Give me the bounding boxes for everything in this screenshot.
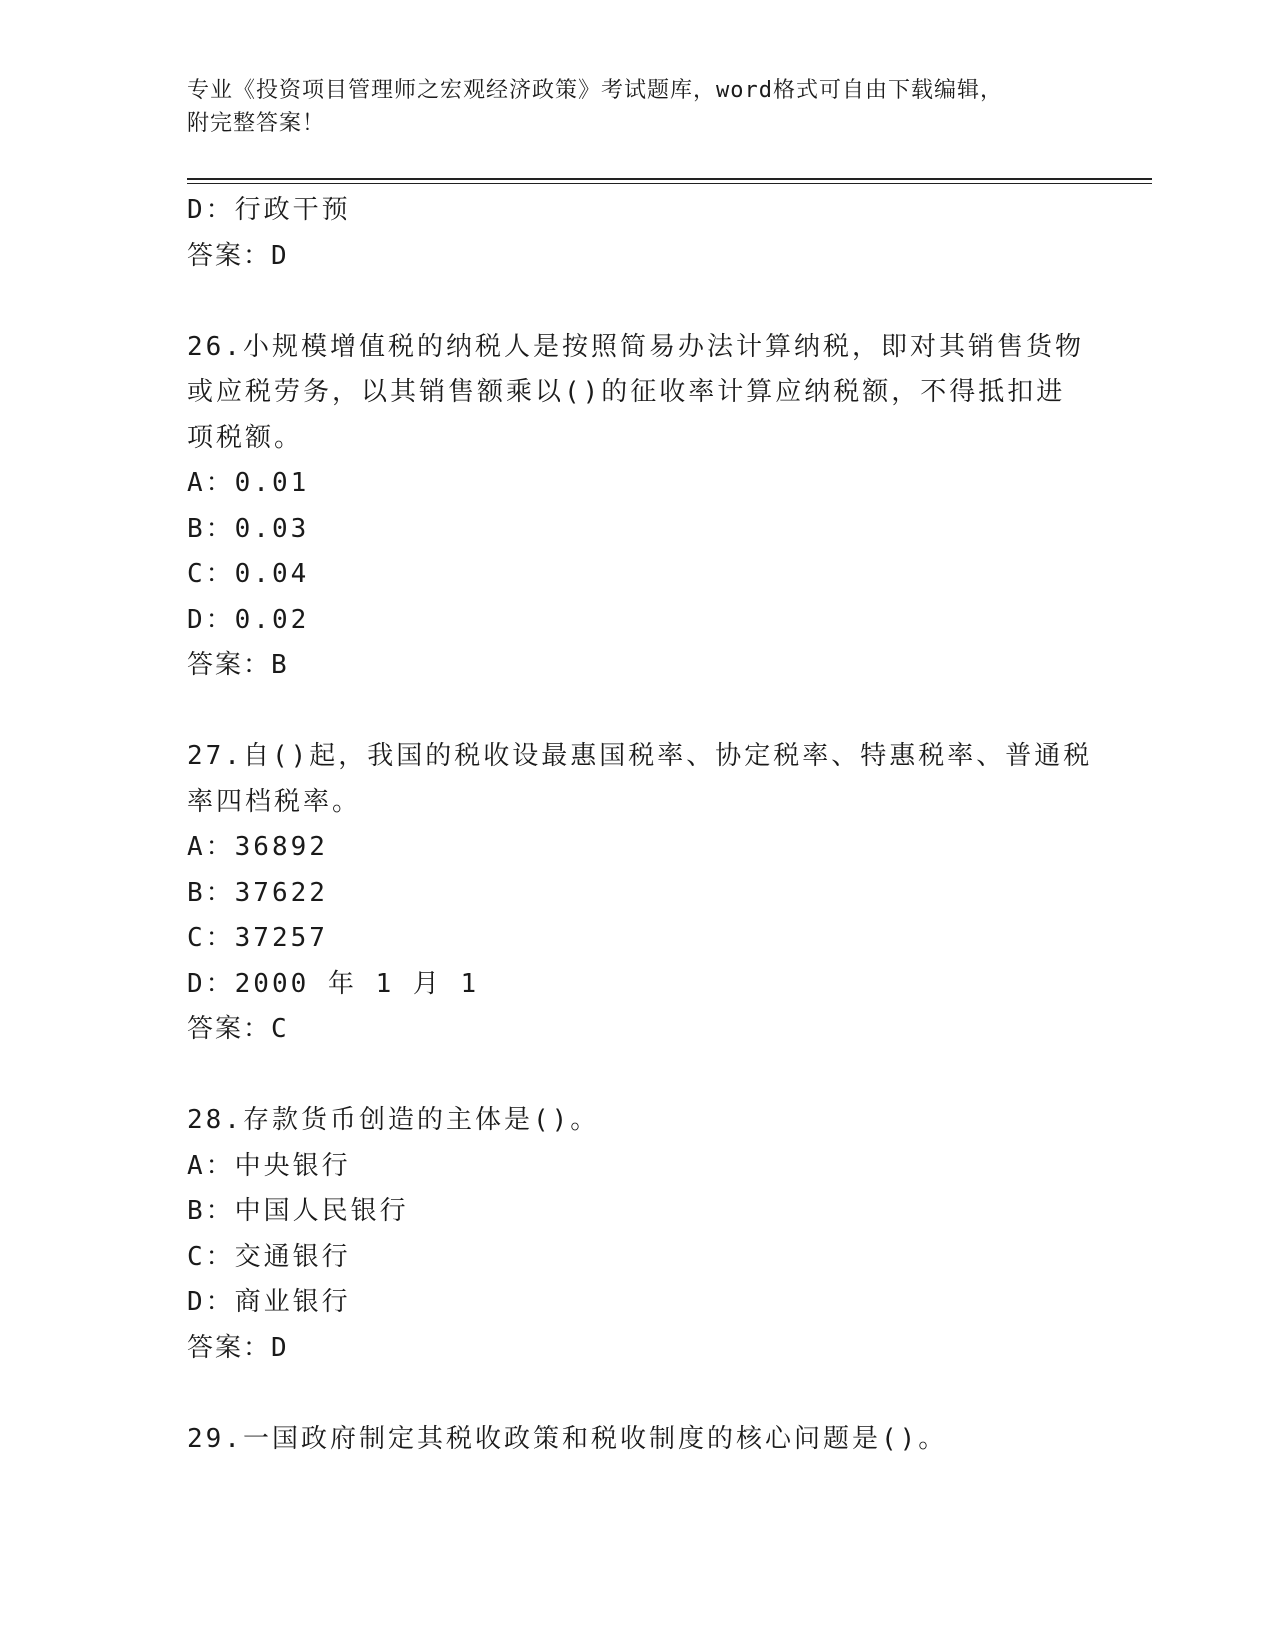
option-b: B：37622 [187, 877, 328, 908]
answer-line: 答案：B [187, 650, 289, 680]
option-c: C：37257 [187, 923, 328, 953]
option-d: D：2000 年 1 月 1 [187, 968, 480, 999]
stem-line: 29.一国政府制定其税收政策和税收制度的核心问题是()。 [187, 1423, 948, 1454]
option-a: A：0.01 [187, 468, 310, 498]
question-content [187, 188, 1093, 1462]
option-b: B：0.03 [187, 513, 310, 544]
option-d: D：行政干预 [187, 195, 351, 225]
option-b: B：中国人民银行 [187, 1196, 409, 1226]
stem-line: 或应税劳务，以其销售额乘以()的征收率计算应纳税额，不得抵扣进 [187, 377, 1066, 407]
prev-question [187, 188, 1087, 279]
header-line-1: 专业《投资项目管理师之宏观经济政策》考试题库，word格式可自由下载编辑， [187, 78, 1003, 103]
question-27 [187, 734, 1093, 1053]
question-26 [187, 325, 1087, 689]
spacer [187, 689, 1087, 735]
option-d: D：0.02 [187, 604, 310, 635]
option-c: C：交通银行 [187, 1241, 351, 1272]
spacer [187, 1053, 1087, 1099]
option-d: D：商业银行 [187, 1287, 351, 1317]
spacer [187, 1371, 1087, 1417]
stem-line: 27.自()起，我国的税收设最惠国税率、协定税率、特惠税率、普通税 [187, 741, 1093, 771]
answer-line: 答案：D [187, 1332, 289, 1363]
stem-line: 项税额。 [187, 422, 304, 453]
header-divider-thin [187, 183, 1152, 184]
answer-line: 答案：C [187, 1014, 289, 1044]
stem-line: 率四档税率。 [187, 786, 362, 817]
spacer [187, 279, 1087, 325]
header-divider-thick [187, 178, 1152, 180]
question-stem [187, 734, 1093, 825]
question-stem [187, 1417, 1087, 1463]
stem-line: 26.小规模增值税的纳税人是按照简易办法计算纳税，即对其销售货物 [187, 331, 1084, 362]
header-line-2: 附完整答案！ [187, 111, 326, 136]
option-a: A：中央银行 [187, 1150, 351, 1181]
answer-line: 答案：D [187, 240, 289, 271]
question-stem [187, 1098, 1087, 1144]
document-header [187, 74, 1087, 140]
stem-line: 28.存款货币创造的主体是()。 [187, 1105, 600, 1135]
option-c: C：0.04 [187, 559, 310, 589]
question-stem [187, 325, 1087, 462]
question-28 [187, 1098, 1087, 1371]
option-a: A：36892 [187, 832, 328, 862]
question-29 [187, 1417, 1087, 1463]
